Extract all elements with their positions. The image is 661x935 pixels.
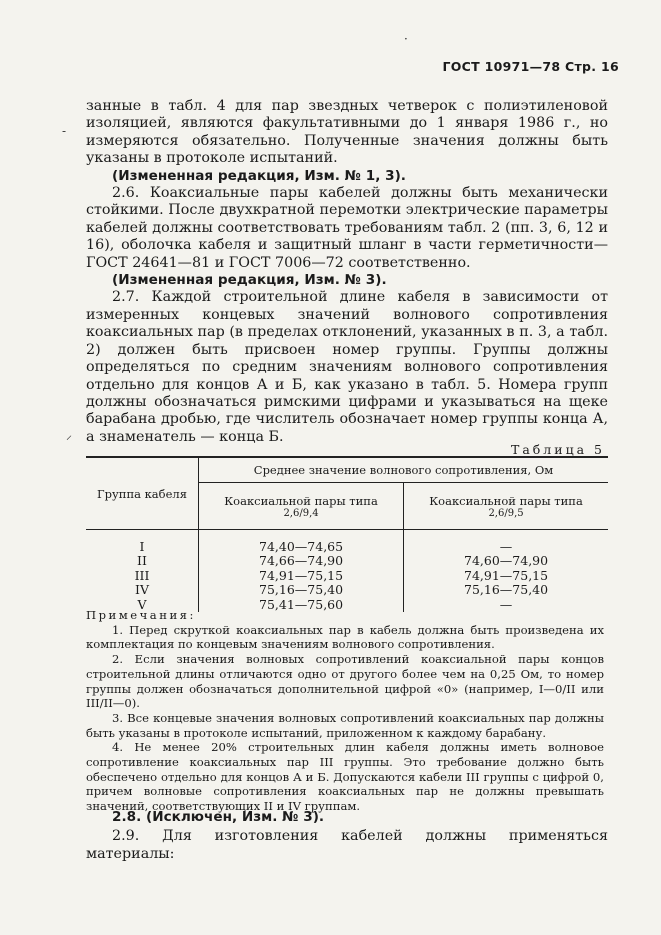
- table-cell-a: 74,66—74,90: [259, 553, 344, 569]
- paragraph-2-9: 2.9. Для изготовления кабелей должны применяться материалы:: [86, 828, 608, 862]
- table-header-col-a: [199, 483, 404, 530]
- paragraph-2-8: 2.8. (Исключен, Изм. № 3).: [112, 809, 325, 825]
- table-column-groups: [86, 530, 199, 613]
- table-cell-a: 74,91—75,15: [259, 567, 344, 583]
- table-5: [86, 456, 608, 612]
- table-header-col-a-type: 2,6/9,4: [283, 507, 319, 519]
- revision-note-1: (Измененная редакция, Изм. № 1, 3).: [112, 167, 406, 184]
- table-header-col-b: [404, 483, 608, 530]
- table-header-group: Группа кабеля: [86, 457, 199, 530]
- note-2: 2. Если значения волновых сопротивлений коаксиальной пары концов строительной длины отличаются одно от другого более чем на 0,25 Ом, то номер группы должен обозначаться дополнительной цифрой «0» (например, I—0/II или III/II—0).: [86, 652, 604, 711]
- table-cell-b: 75,16—75,40: [464, 582, 549, 598]
- margin-mark: ⸝: [66, 428, 73, 442]
- table-cell-a: 75,16—75,40: [259, 582, 344, 598]
- margin-mark: -: [62, 124, 67, 138]
- table-cell-b: 74,91—75,15: [464, 567, 549, 583]
- notes-title: Примечания:: [86, 608, 196, 622]
- table-cell-group: II: [137, 553, 147, 569]
- table-cell-group: IV: [135, 582, 149, 598]
- table-cell-group: III: [134, 567, 150, 583]
- table-notes: [86, 608, 604, 814]
- table-cell-group: V: [137, 596, 147, 612]
- table-cell-a: 75,41—75,60: [259, 596, 344, 612]
- note-3: 3. Все концевые значения волновых сопротивлений коаксиальных пар должны быть указаны в протоколе испытаний, приложенном к каждому барабану.: [86, 710, 604, 740]
- body-text-upper: [86, 98, 608, 446]
- page-header: ГОСТ 10971—78 Стр. 16: [442, 59, 619, 74]
- paragraph-continuation: занные в табл. 4 для пар звездных четверок с полиэтиленовой изоляцией, являются факультативными до 1 января 1986 г., но измеряются обязательно. Полученные значения должны быть указаны в протоколе испытаний.: [86, 98, 608, 167]
- note-1: 1. Перед скруткой коаксиальных пар в кабель должна быть произведена их комплектация по концевым значениям волнового сопротивления.: [86, 622, 604, 652]
- margin-mark: ·: [404, 32, 408, 46]
- table-cell-a: 74,40—74,65: [259, 539, 344, 554]
- body-text-lower: [86, 809, 608, 863]
- table-column-b: [404, 530, 608, 613]
- table-cell-group: I: [139, 539, 145, 554]
- paragraph-2-6: 2.6. Коаксиальные пары кабелей должны быть механически стойкими. После двухкратной перемотки электрические параметры кабелей должны соответствовать требованиям табл. 2 (пп. 3, 6, 12 и 16), оболочка кабеля и защитный шланг в части герметичности— ГОСТ 24641—81 и ГОСТ 7006—72 соответственно.: [86, 185, 608, 271]
- table-header-col-b-type: 2,6/9,5: [488, 507, 524, 519]
- table-header-main: Среднее значение волнового сопротивления, Ом: [199, 457, 609, 483]
- table-cell-b: 74,60—74,90: [464, 553, 549, 569]
- table-label: Таблица 5: [510, 442, 605, 457]
- table-header-col-b-label: Коаксиальной пары типа: [429, 493, 583, 508]
- table-cell-b: —: [499, 596, 513, 612]
- table-header-col-a-label: Коаксиальной пары типа: [224, 493, 378, 508]
- table-cell-b: —: [499, 539, 513, 554]
- revision-note-2: (Измененная редакция, Изм. № 3).: [112, 272, 387, 289]
- paragraph-2-7: 2.7. Каждой строительной длине кабеля в зависимости от измеренных концевых значений волнового сопротивления коаксиальных пар (в пределах отклонений, указанных в п. 3, а табл. 2) должен быть присвоен номер группы. Группы должны определяться по средним значениям волнового сопротивления отдельно для концов А и Б, как указано в табл. 5. Номера групп должны обозначаться римскими цифрами и указываться на щеке барабана дробью, где числитель обозначает номер группы конца А, а знаменатель — конца Б.: [86, 289, 608, 445]
- table-column-a: [199, 530, 404, 613]
- note-4: 4. Не менее 20% строительных длин кабеля должны иметь волновое сопротивление коаксиальных пар III группы. Это требование должно быть обеспечено отдельно для концов А и Б. Допускаются кабели III группы с цифрой 0, причем волновые сопротивления коаксиальных пар не должны превышать значений, соответствующих II и IV группам.: [86, 740, 604, 814]
